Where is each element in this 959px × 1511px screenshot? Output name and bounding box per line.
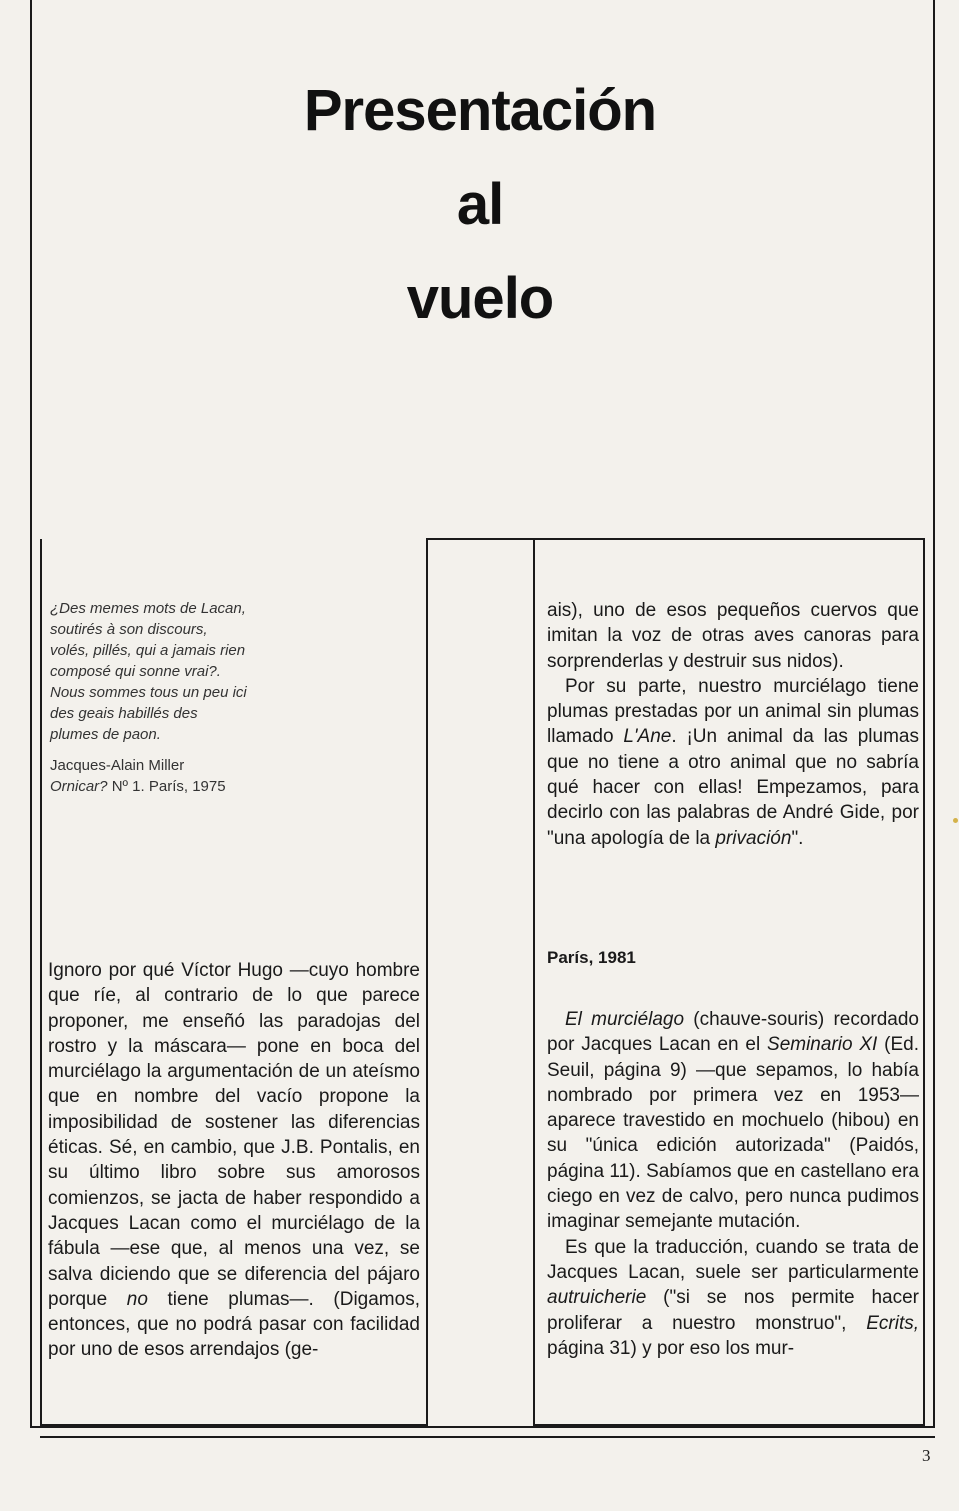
epigraph-source-rest: Nº 1. París, 1975 (107, 778, 226, 795)
section-p2-text-b: ("si se nos permite hacer proliferar a nuestro monstruo", (547, 1287, 919, 1334)
section-p1-emphasis-1: El murciélago (565, 1009, 685, 1030)
title-line-2: al (456, 172, 504, 237)
section-p2-emphasis-1: autruicherie (547, 1287, 647, 1309)
epigraph-quote: ¿Des memes mots de Lacan, soutirés à son discours, volés, pillés, qui a jamais rien composé qui sonne vrai?. Nous sommes tous un peu ici des geais habillés des plumes de paon. (50, 600, 247, 743)
right-p2-emphasis-2: privación (715, 827, 792, 849)
section-paragraph-1 (547, 1007, 919, 1235)
left-paragraph-1 (48, 958, 420, 1363)
section-heading: París, 1981 (547, 948, 636, 967)
column-gutter-rule (426, 538, 535, 540)
epigraph-source-title: Ornicar? (50, 778, 108, 795)
footer-rule (40, 1436, 935, 1438)
ink-smudge (953, 818, 958, 823)
page-number: 3 (922, 1446, 931, 1465)
page-title (230, 64, 730, 346)
left-p1-text-b: tiene plumas—. (Digamos, entonces, que no podrá pasar con facilidad por uno de esos arrendajos (ge- (48, 1288, 420, 1361)
epigraph-author: Jacques-Alain Miller (50, 757, 185, 774)
right-p2-emphasis-1: L'Ane (623, 726, 672, 748)
title-line-1: Presentación (303, 78, 657, 143)
epigraph (50, 598, 250, 797)
left-p1-text-a: Ignoro por qué Víctor Hugo —cuyo hombre que ríe, al contrario de lo que parece proponer, me enseñó las paradojas del rostro y la máscara— pone en boca del murciélago la argumentación de un ateísmo que en nombre del vacío propone la imposibilidad de sostener las diferencias éticas. Sé, en cambio, que J.B. Pontalis, en su último libro sobre sus amorosos comienzos, se jacta de haber respondido a Jacques Lacan como el murciélago de la fábula —ese que, al menos una vez, se salva diciendo que se diferencia del pájaro porque (48, 960, 420, 1310)
title-line-3: vuelo (406, 266, 554, 331)
right-paragraph-2 (547, 674, 919, 851)
section-p2-text-c: página 31) y por eso los mur- (547, 1337, 795, 1359)
left-column-text (48, 958, 420, 1363)
section-paragraph-2 (547, 1235, 919, 1361)
right-paragraph-1: ais), uno de esos pequeños cuervos que imitan la voz de otras aves canoras para sorprenderlas y destruir sus nidos). (547, 600, 919, 672)
right-p2-text-c: ". (791, 827, 804, 849)
right-column-text (547, 598, 919, 851)
section-p1-emphasis-2: Seminario XI (767, 1034, 878, 1056)
right-p2-text-a: Por su parte, nuestro murciélago tiene plumas prestadas por un animal sin plumas llamado (547, 675, 919, 748)
right-p2-text-b: . ¡Un animal da las plumas que no tiene a otro animal que no sabría qué hacer con ellas! Empezamos, para decirlo con las palabras de André Gide, por "una apología de la (547, 726, 919, 849)
section-p1-text-b: (Ed. Seuil, página 9) —que sepamos, lo había nombrado por primera vez en 1953— aparece travestido en mochuelo (hibou) en su "única edición autorizada" (Paidós, página 11). Sabíamos que en castellano era ciego en vez de calvo, pero nunca pudimos imaginar semejante mutación. (547, 1034, 919, 1233)
left-p1-emphasis: no (126, 1288, 148, 1310)
section-p1-text-a: (chauve-souris) recordado por Jacques Lacan en el (547, 1009, 920, 1056)
section-p2-text-a: Es que la traducción, cuando se trata de Jacques Lacan, suele ser particularmente (547, 1236, 919, 1283)
section-text (547, 1007, 919, 1361)
epigraph-source (50, 776, 250, 797)
section-p2-emphasis-2: Ecrits, (866, 1312, 919, 1334)
